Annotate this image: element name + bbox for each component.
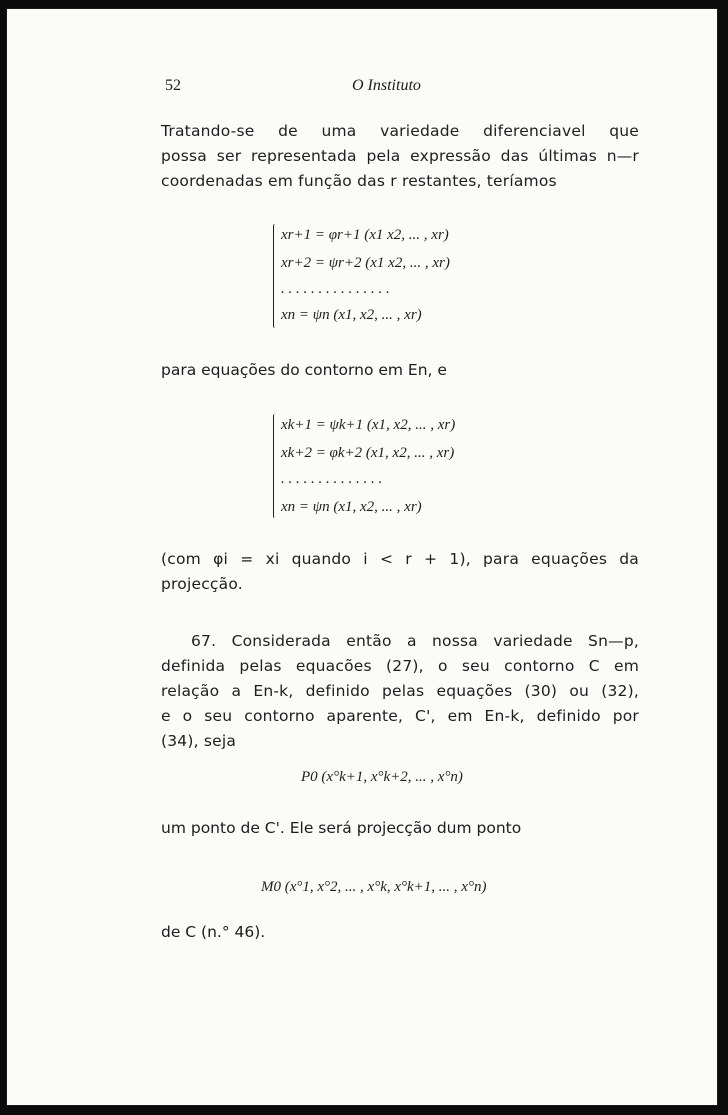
paragraph-reference: de C (n.° 46). [161, 923, 266, 941]
text-line: projecção. [161, 575, 243, 593]
running-title: O Instituto [352, 77, 421, 94]
left-brace [273, 224, 278, 328]
paragraph-intro [161, 119, 639, 194]
paragraph-67 [161, 629, 639, 754]
text-line: (34), seja [161, 732, 237, 750]
paragraph-point: um ponto de C'. Ele será projecção dum ponto [161, 819, 522, 837]
paragraph-condition [161, 547, 639, 597]
text-line: definida pelas equacões (27), o seu contorno C em [161, 657, 639, 675]
equation-line: xk+2 = φk+2 (x1, x2, ... , xr) [281, 445, 455, 461]
paragraph-contour: para equações do contorno em En, e [161, 361, 447, 379]
text-line: e o seu contorno aparente, C', em En-k, definido por [161, 707, 639, 725]
text-line: possa ser representada pela expressão das últimas n—r [161, 147, 639, 165]
equation-line: xn = ψn (x1, x2, ... , xr) [281, 307, 422, 323]
equation-line: xn = ψn (x1, x2, ... , xr) [281, 499, 422, 515]
page-number: 52 [165, 77, 181, 94]
equation-line: xr+2 = ψr+2 (x1 x2, ... , xr) [281, 255, 450, 271]
point-m0-formula: M0 (x°1, x°2, ... , x°k, x°k+1, ... , x°n) [261, 879, 487, 895]
text-line: Tratando-se de uma variedade diferenciavel que [161, 122, 639, 140]
text-line: relação a En-k, definido pelas equações (30) ou (32), [161, 682, 639, 700]
point-p0-formula: P0 (x°k+1, x°k+2, ... , x°n) [301, 769, 463, 785]
dots-line: . . . . . . . . . . . . . . [281, 471, 383, 487]
left-brace [273, 414, 278, 518]
text-line: coordenadas em função das r restantes, teríamos [161, 172, 557, 190]
equation-line: xk+1 = ψk+1 (x1, x2, ... , xr) [281, 417, 456, 433]
document-page [6, 8, 718, 1106]
equation-line: xr+1 = φr+1 (x1 x2, ... , xr) [281, 227, 449, 243]
text-line: (com φi = xi quando i < r + 1), para equações da [161, 550, 639, 568]
text-line: 67. Considerada então a nossa variedade Sn—p, [191, 632, 639, 650]
dots-line: . . . . . . . . . . . . . . . [281, 281, 390, 297]
